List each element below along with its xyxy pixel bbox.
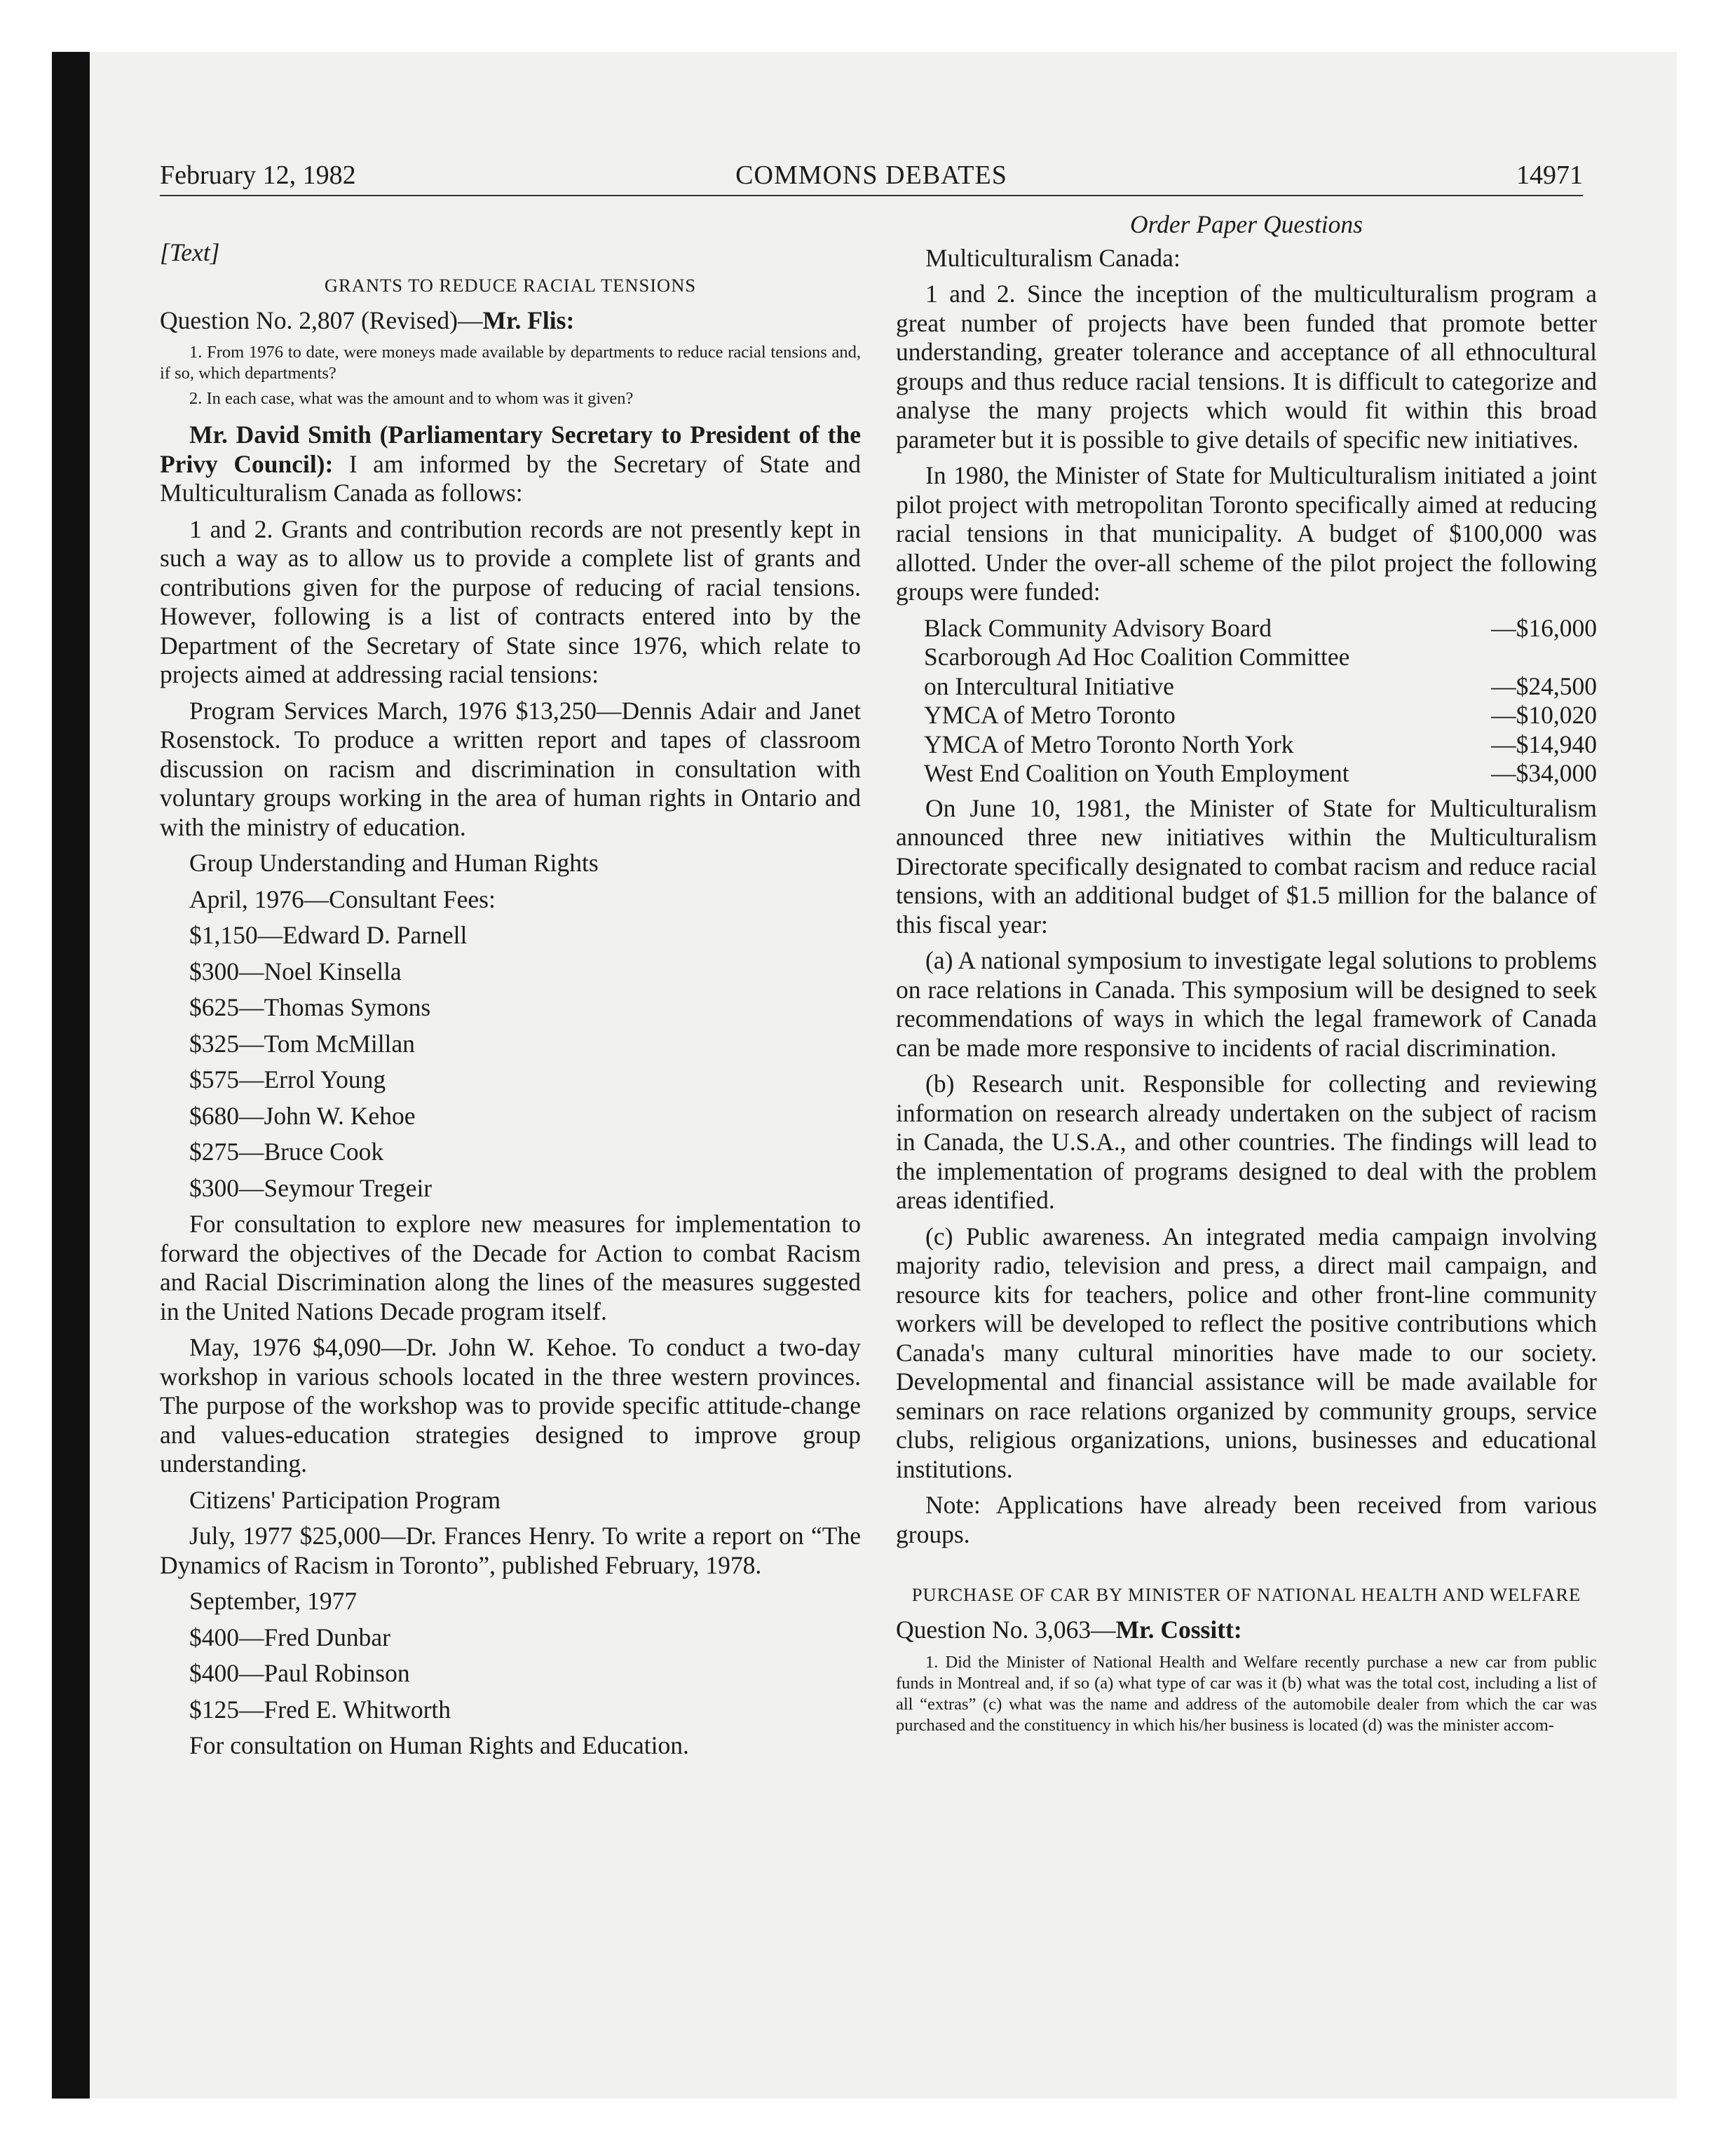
- answer-intro: [160, 421, 861, 508]
- scan-margin-left: [0, 0, 52, 2156]
- table-row: [924, 614, 1625, 643]
- list-item: $300—Seymour Tregeir: [189, 1173, 433, 1202]
- subheading: September, 1977: [189, 1587, 358, 1615]
- list-item: $275—Bruce Cook: [189, 1138, 384, 1166]
- fees-heading: April, 1976—Consultant Fees:: [189, 885, 496, 913]
- table-row: [924, 730, 1625, 760]
- group-amount: —$24,500: [1491, 671, 1597, 700]
- list-item: $1,150—Edward D. Parnell: [189, 921, 468, 949]
- group-name: YMCA of Metro Toronto North York: [924, 730, 1294, 758]
- paragraph: In 1980, the Minister of State for Multiculturalism initiated a joint pilot project with metropolitan Toronto specifically aimed at reducing racial tensions in that municipality. A budget of $100,000 was allotted. Under the over-all scheme of the pilot project the following groups were funded:: [896, 461, 1597, 606]
- list-item: $125—Fred E. Whitworth: [189, 1695, 451, 1724]
- subheading: Group Understanding and Human Rights: [189, 849, 599, 877]
- header-date: February 12, 1982: [160, 161, 356, 190]
- subheading: Citizens' Participation Program: [189, 1485, 501, 1514]
- header-title: COMMONS DEBATES: [735, 161, 1007, 190]
- question-number: Question No. 2,807 (Revised)—: [160, 306, 483, 334]
- answer-speaker: Mr. David Smith (Parliamentary Secretary to President of the Privy Council):: [160, 421, 861, 478]
- question-line: [896, 1616, 1597, 1645]
- paragraph: May, 1976 $4,090—Dr. John W. Kehoe. To conduct a two-day workshop in various schools located in the three western provinces. The purpose of the workshop was to provide specific attitude-change and values-education strategies designed to improve group understanding.: [160, 1333, 861, 1478]
- list-item: $575—Errol Young: [189, 1065, 386, 1093]
- subheading: Multiculturalism Canada:: [925, 243, 1181, 272]
- paragraph: For consultation on Human Rights and Education.: [189, 1731, 689, 1759]
- paragraph: Note: Applications have already been received from various groups.: [896, 1491, 1597, 1548]
- paragraph: For consultation to explore new measures for implementation to forward the objectives of the Decade for Action to combat Racism and Racial Discrimination along the lines of the measures suggested in the United Nations Decade program itself.: [160, 1210, 861, 1325]
- section-heading: GRANTS TO REDUCE RACIAL TENSIONS: [324, 274, 697, 296]
- group-amount: —$16,000: [1491, 613, 1597, 642]
- section-heading: PURCHASE OF CAR BY MINISTER OF NATIONAL HEALTH AND WELFARE: [911, 1584, 1581, 1605]
- paragraph: 1 and 2. Grants and contribution records are not presently kept in such a way as to allow us to provide a complete list of grants and contributions given for the purpose of reducing of racial tensions. However, following is a list of contracts entered into by the Department of the Secretary of State since 1976, which relate to projects aimed at addressing racial tensions:: [160, 514, 861, 688]
- group-name: Scarborough Ad Hoc Coalition Committee: [924, 643, 1350, 671]
- question-member: Mr. Flis:: [482, 306, 575, 334]
- left-column: [160, 210, 861, 1768]
- question-line: [160, 306, 861, 336]
- table-row: [924, 759, 1625, 789]
- group-amount: —$34,000: [1491, 759, 1597, 787]
- table-row: [924, 672, 1625, 702]
- paragraph: July, 1977 $25,000—Dr. Frances Henry. To write a report on “The Dynamics of Racism in Toronto”, published February, 1978.: [160, 1522, 861, 1579]
- group-name: Black Community Advisory Board: [924, 613, 1272, 642]
- group-amount: [1478, 643, 1625, 672]
- right-column: [896, 210, 1597, 1740]
- list-item: $400—Fred Dunbar: [189, 1623, 390, 1651]
- list-item: $325—Tom McMillan: [189, 1029, 415, 1058]
- list-item: $400—Paul Robinson: [189, 1659, 410, 1687]
- table-row: [924, 643, 1625, 672]
- group-name: on Intercultural Initiative: [924, 671, 1174, 700]
- question-part-1: 1. Did the Minister of National Health and Welfare recently purchase a new car from public funds in Montreal and, if so (a) what type of car was it (b) what was the total cost, including a list of all “extras” (c) what was the name and address of the automobile dealer from which the car was purchased and the constituency in which his/her business is located (d) was the minister accom-: [896, 1652, 1597, 1735]
- group-name: YMCA of Metro Toronto: [924, 701, 1176, 729]
- question-part-1: 1. From 1976 to date, were moneys made available by departments to reduce racial tensions and, if so, which departments?: [160, 343, 861, 383]
- paragraph: (b) Research unit. Responsible for collecting and reviewing information on research already undertaken on the subject of racism in Canada, the U.S.A., and other countries. The findings will lead to the implementation of programs designed to deal with the problem areas identified.: [896, 1070, 1597, 1214]
- text-tag: [Text]: [160, 238, 220, 266]
- group-amount: —$10,020: [1491, 701, 1597, 729]
- header-page-number: 14971: [1516, 161, 1583, 190]
- funded-groups-table: [924, 614, 1625, 789]
- question-number: Question No. 3,063—: [896, 1616, 1116, 1644]
- list-item: $680—John W. Kehoe: [189, 1101, 416, 1130]
- paragraph: Program Services March, 1976 $13,250—Dennis Adair and Janet Rosenstock. To produce a written report and tapes of classroom discussion on racism and discrimination in consultation with voluntary groups working in the area of human rights in Ontario and with the ministry of education.: [160, 696, 861, 841]
- scan-binding-shadow: [52, 52, 90, 2099]
- group-amount: —$14,940: [1491, 730, 1597, 758]
- list-item: $300—Noel Kinsella: [189, 957, 402, 985]
- question-part-2: 2. In each case, what was the amount and to whom was it given?: [189, 389, 634, 408]
- answer-intro-text: I am informed by the Secretary of State and Multiculturalism Canada as follows:: [160, 449, 861, 507]
- scan-margin-top: [52, 0, 1735, 52]
- paragraph: (a) A national symposium to investigate legal solutions to problems on race relations in Canada. This symposium will be designed to seek recommendations of ways in which the legal framework of Canada can be made more responsive to incidents of racial discrimination.: [896, 946, 1597, 1062]
- paragraph: 1 and 2. Since the inception of the multiculturalism program a great number of projects have been funded that promote better understanding, greater tolerance and acceptance of all ethnocultural groups and thus reduce racial tensions. It is difficult to categorize and analyse the many projects which would fit within this broad parameter but it is possible to give details of specific new initiatives.: [896, 280, 1597, 453]
- group-name: West End Coalition on Youth Employment: [924, 759, 1349, 787]
- question-member: Mr. Cossitt:: [1115, 1616, 1242, 1644]
- page-header: [160, 156, 1583, 196]
- running-head: Order Paper Questions: [1130, 210, 1363, 238]
- paragraph: On June 10, 1981, the Minister of State for Multiculturalism announced three new initiatives within the Multiculturalism Directorate specifically designated to combat racism and reduce racial tensions, with an additional budget of $1.5 million for the balance of this fiscal year:: [896, 793, 1597, 939]
- list-item: $625—Thomas Symons: [189, 993, 431, 1021]
- paragraph: (c) Public awareness. An integrated media campaign involving majority radio, television and press, a direct mail campaign, and resource kits for teachers, police and other front-line community workers will be developed to reflect the positive contributions which Canada's many cultural minorities have made to our society. Developmental and financial assistance will be made available for seminars on race relations organized by community groups, service clubs, religious organizations, unions, businesses and educational institutions.: [896, 1222, 1597, 1483]
- table-row: [924, 701, 1625, 730]
